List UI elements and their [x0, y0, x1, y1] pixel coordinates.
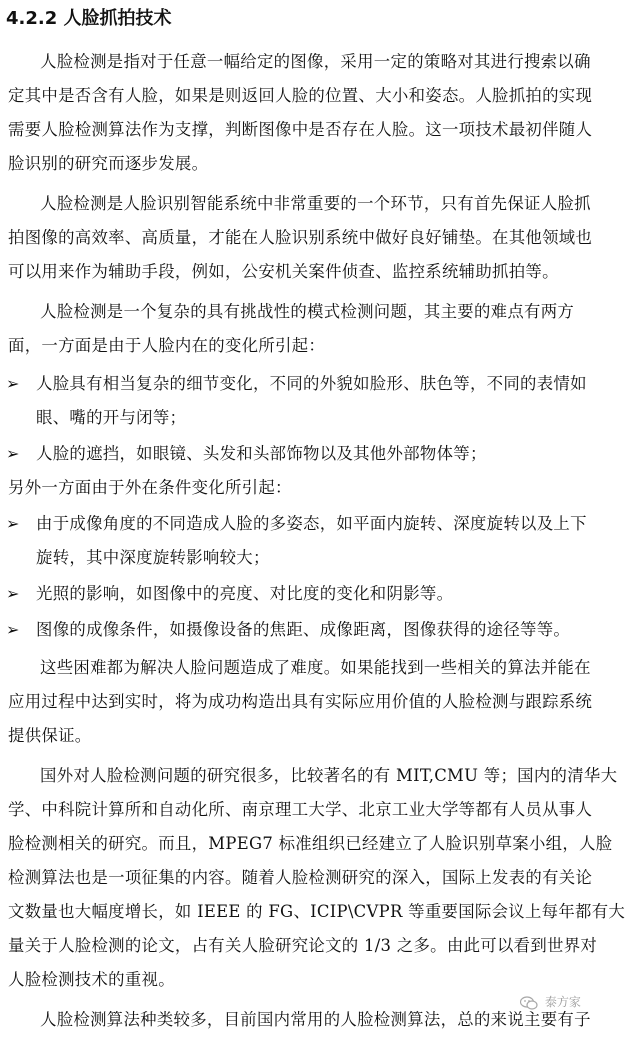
paragraph-2-line-3: 可以用来作为辅助手段，例如，公安机关案件侦查、监控系统辅助抓拍等。 — [8, 262, 559, 281]
paragraph-5-line-1: 国外对人脸检测问题的研究很多，比较著名的有 MIT,CMU 等；国内的清华大 — [40, 766, 618, 785]
bullet-1-line-1: 人脸具有相当复杂的细节变化，不同的外貌如脸形、肤色等，不同的表情如 — [36, 374, 587, 393]
paragraph-3-line-1: 人脸检测是一个复杂的具有挑战性的模式检测问题，其主要的难点有两方 — [40, 302, 575, 321]
external-intro: 另外一方面由于外在条件变化所引起： — [8, 478, 292, 497]
wechat-icon — [520, 996, 538, 1010]
bullet-2-line-1: 人脸的遮挡，如眼镜、头发和头部饰物以及其他外部物体等； — [36, 444, 487, 463]
bullet-3-line-2: 旋转，其中深度旋转影响较大； — [36, 548, 270, 567]
bullet-arrow-icon: ➢ — [6, 514, 20, 533]
paragraph-1-line-1: 人脸检测是指对于任意一幅给定的图像，采用一定的策略对其进行搜索以确 — [40, 52, 591, 71]
paragraph-2-line-2: 拍图像的高效率、高质量，才能在人脸识别系统中做好良好铺垫。在其他领域也 — [8, 228, 593, 247]
paragraph-5-line-2: 学、中科院计算所和自动化所、南京理工大学、北京工业大学等都有人员从事人 — [8, 800, 593, 819]
paragraph-5-line-6: 量关于人脸检测的论文，占有关人脸研究论文的 1/3 之多。由此可以看到世界对 — [8, 936, 598, 955]
watermark — [520, 993, 581, 1010]
watermark-text: 泰方家 — [544, 995, 581, 1009]
paragraph-1-line-3: 需要人脸检测算法作为支撑，判断图像中是否存在人脸。这一项技术最初伴随人 — [8, 120, 593, 139]
bullet-1-line-2: 眼、嘴的开与闭等； — [36, 408, 187, 427]
section-heading: 4.2.2 人脸抓拍技术 — [6, 8, 172, 29]
paragraph-4-line-2: 应用过程中达到实时，将为成功构造出具有实际应用价值的人脸检测与跟踪系统 — [8, 692, 593, 711]
paragraph-1-line-4: 脸识别的研究而逐步发展。 — [8, 154, 209, 173]
bullet-3-line-1: 由于成像角度的不同造成人脸的多姿态，如平面内旋转、深度旋转以及上下 — [36, 514, 587, 533]
paragraph-1-line-2: 定其中是否含有人脸，如果是则返回人脸的位置、大小和姿态。人脸抓拍的实现 — [8, 86, 593, 105]
paragraph-5-line-7: 人脸检测技术的重视。 — [8, 970, 175, 989]
bullet-arrow-icon: ➢ — [6, 620, 20, 639]
paragraph-5-line-4: 检测算法也是一项征集的内容。随着人脸检测研究的深入，国际上发表的有关论 — [8, 868, 593, 887]
paragraph-5-line-5: 文数量也大幅度增长，如 IEEE 的 FG、ICIP\CVPR 等重要国际会议上每年都有大 — [8, 902, 626, 921]
paragraph-6-line-1: 人脸检测算法种类较多，目前国内常用的人脸检测算法，总的来说主要有子 — [40, 1010, 591, 1029]
paragraph-4-line-3: 提供保证。 — [8, 726, 92, 745]
paragraph-4-line-1: 这些困难都为解决人脸问题造成了难度。如果能找到一些相关的算法并能在 — [40, 658, 591, 677]
bullet-arrow-icon: ➢ — [6, 374, 20, 393]
paragraph-2-line-1: 人脸检测是人脸识别智能系统中非常重要的一个环节，只有首先保证人脸抓 — [40, 194, 591, 213]
bullet-4-line-1: 光照的影响，如图像中的亮度、对比度的变化和阴影等。 — [36, 584, 454, 603]
bullet-arrow-icon: ➢ — [6, 444, 20, 463]
paragraph-3-line-2: 面，一方面是由于人脸内在的变化所引起： — [8, 336, 326, 355]
bullet-arrow-icon: ➢ — [6, 584, 20, 603]
paragraph-5-line-3: 脸检测相关的研究。而且，MPEG7 标准组织已经建立了人脸识别草案小组，人脸 — [8, 834, 613, 853]
bullet-5-line-1: 图像的成像条件，如摄像设备的焦距、成像距离，图像获得的途径等等。 — [36, 620, 571, 639]
